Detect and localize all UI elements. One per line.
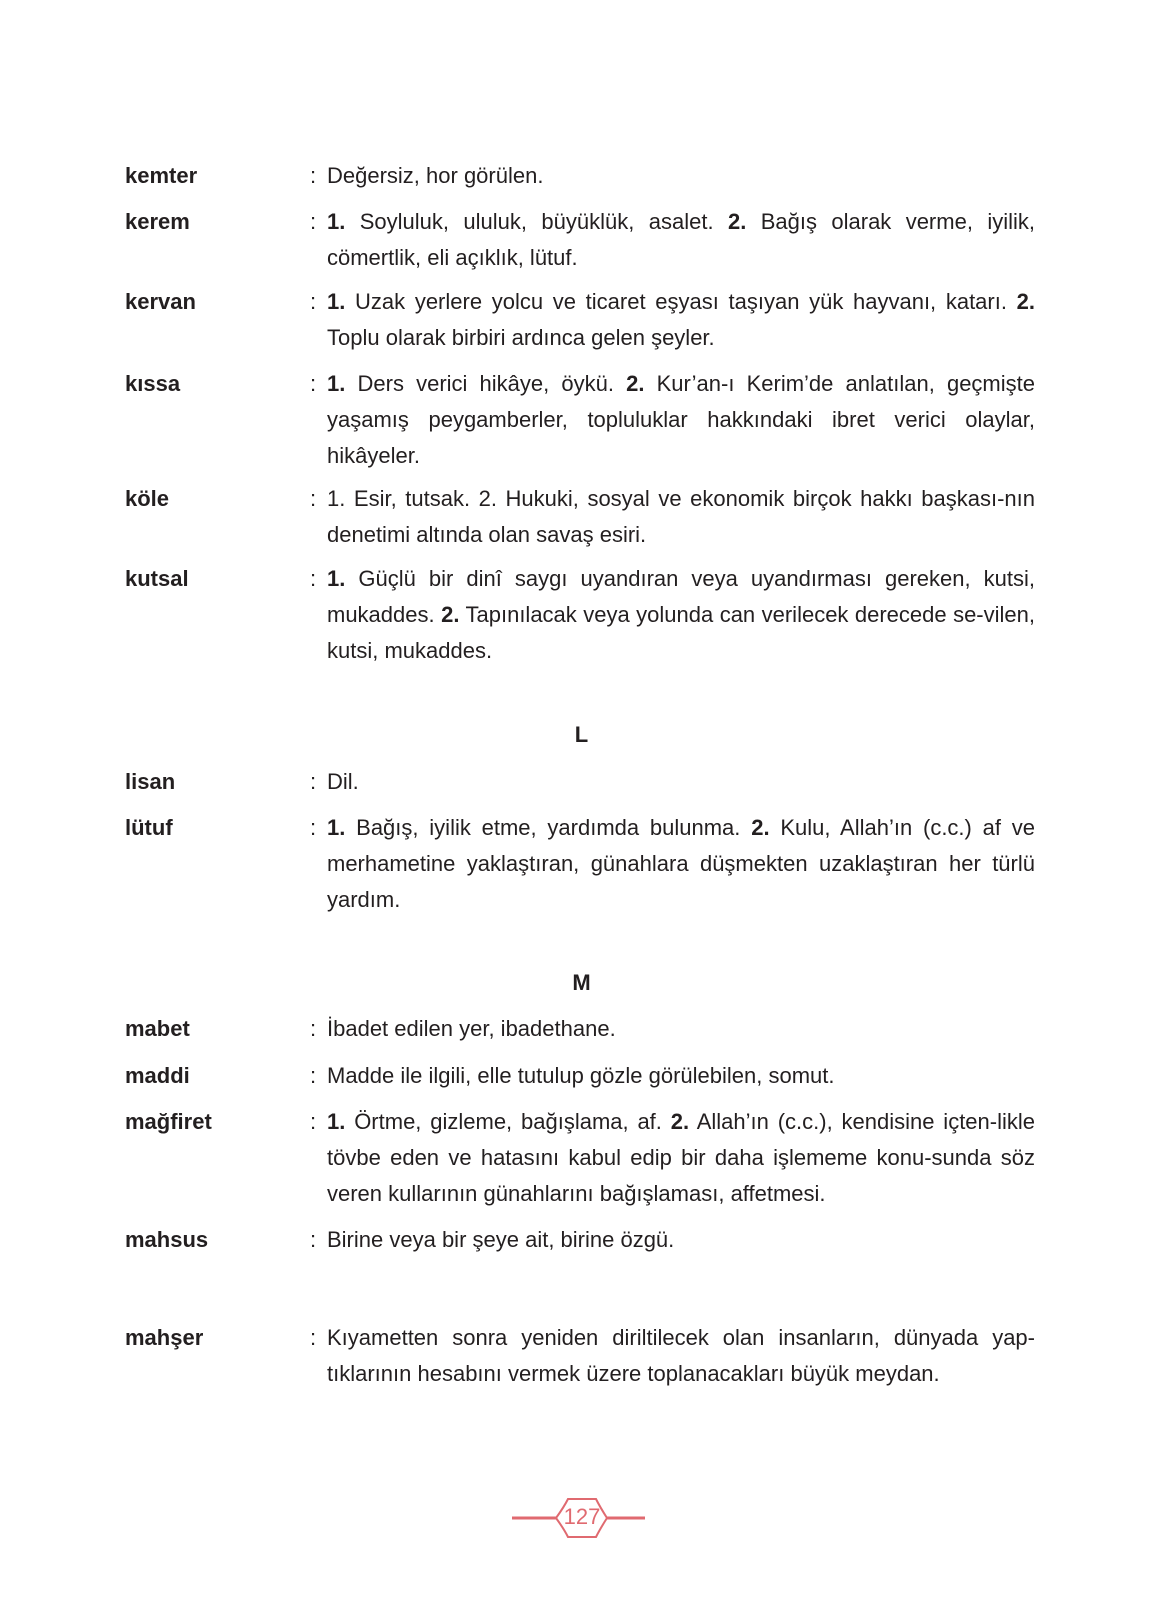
entry-term: kervan	[125, 289, 196, 314]
definition-number: 2.	[1016, 289, 1035, 314]
entry-definition	[327, 810, 1035, 918]
entry-definition	[327, 1104, 1035, 1212]
entry-colon: :	[310, 209, 317, 234]
definition-number: 2.	[727, 209, 747, 234]
definition-number: 1.	[327, 815, 346, 840]
definition-text: 1. Esir, tutsak. 2. Hukuki, sosyal ve ekonomik birçok hakkı başkası-nın denetimi altında olan savaş esiri.	[327, 486, 1035, 547]
definition-text: Soyluluk, ululuk, büyüklük, asalet.	[345, 209, 728, 234]
definition-text: Kulu, Allah’ın (c.c.) af ve merhametine yaklaştıran, günahlara düşmekten uzaklaştıran her türlü yardım.	[327, 815, 1036, 912]
entry-term: lütuf	[125, 815, 173, 840]
definition-number: 1.	[327, 371, 346, 396]
definition-text: Uzak yerlere yolcu ve ticaret eşyası taşıyan yük hayvanı, katarı.	[345, 289, 1017, 314]
definition-text: İbadet edilen yer, ibadethane.	[327, 1016, 616, 1041]
entry-term: mahşer	[125, 1325, 204, 1350]
entry-colon: :	[310, 289, 317, 314]
definition-text: Birine veya bir şeye ait, birine özgü.	[327, 1227, 675, 1252]
page-number: 127	[563, 1504, 601, 1529]
entry-colon: :	[310, 163, 317, 188]
entry-definition	[327, 1320, 1035, 1392]
entry-colon: :	[310, 1016, 317, 1041]
entry-definition	[327, 284, 1035, 356]
definition-number: 2.	[751, 815, 770, 840]
entry-colon: :	[310, 769, 317, 794]
entry-colon: :	[310, 371, 317, 396]
entry-colon: :	[310, 1109, 317, 1134]
definition-number: 1.	[327, 209, 346, 234]
entry-term: mabet	[125, 1016, 190, 1041]
section-letter-l: L	[574, 722, 589, 747]
entry-definition	[327, 204, 1035, 276]
entry-definition	[327, 764, 1035, 800]
section-letter-m: M	[572, 970, 591, 995]
entry-term: mahsus	[125, 1227, 209, 1252]
entry-colon: :	[310, 1063, 317, 1088]
entry-definition	[327, 1011, 1035, 1047]
entry-colon: :	[310, 815, 317, 840]
definition-text: Bağış, iyilik etme, yardımda bulunma.	[345, 815, 752, 840]
entry-colon: :	[310, 566, 317, 591]
definition-text: Madde ile ilgili, elle tutulup gözle görülebilen, somut.	[327, 1063, 835, 1088]
definition-text: Ders verici hikâye, öykü.	[345, 371, 627, 396]
definition-text: Toplu olarak birbiri ardınca gelen şeyler.	[327, 325, 715, 350]
definition-text: Tapınılacak veya yolunda can verilecek derecede se-vilen, kutsi, mukaddes.	[327, 602, 1035, 663]
definition-number: 2.	[626, 371, 645, 396]
entry-definition	[327, 561, 1035, 669]
definition-number: 1.	[327, 1109, 346, 1134]
entry-term: maddi	[125, 1063, 190, 1088]
definition-text: Bağış olarak verme, iyilik, cömertlik, eli açıklık, lütuf.	[327, 209, 1035, 270]
page-number-footer	[0, 1494, 1163, 1542]
entry-definition	[327, 481, 1035, 553]
entry-term: kemter	[125, 163, 198, 188]
definition-number: 2.	[441, 602, 460, 627]
entry-colon: :	[310, 486, 317, 511]
definition-number: 1.	[327, 289, 346, 314]
entry-colon: :	[310, 1227, 317, 1252]
entry-term: lisan	[125, 769, 176, 794]
definition-text: Örtme, gizleme, bağışlama, af.	[345, 1109, 671, 1134]
entry-definition	[327, 1222, 1035, 1258]
entry-term: köle	[125, 486, 170, 511]
entry-definition	[327, 158, 1035, 194]
definition-text: Güçlü bir dinî saygı uyandıran veya uyandırması gereken, kutsi, mukaddes.	[327, 566, 1035, 627]
definition-text: Dil.	[327, 769, 359, 794]
definition-text: Allah’ın (c.c.), kendisine içten-likle tövbe eden ve hatasını kabul edip bir daha işlememe konu-sunda söz veren kullarının günahlarını bağışlaması, affetmesi.	[327, 1109, 1035, 1206]
entry-term: kıssa	[125, 371, 181, 396]
entry-definition	[327, 1058, 1035, 1094]
entry-definition	[327, 366, 1035, 474]
definition-text: Kıyametten sonra yeniden diriltilecek olan insanların, dünyada yap-tıklarının hesabını vermek üzere toplanacakları büyük meydan.	[327, 1325, 1035, 1386]
entry-term: mağfiret	[125, 1109, 212, 1134]
definition-text: Değersiz, hor görülen.	[327, 163, 544, 188]
entry-term: kutsal	[125, 566, 189, 591]
entry-colon: :	[310, 1325, 317, 1350]
definition-number: 1.	[327, 566, 346, 591]
definition-number: 2.	[670, 1109, 690, 1134]
entry-term: kerem	[125, 209, 190, 234]
definition-text: Kur’an-ı Kerim’de anlatılan, geçmişte yaşamış peygamberler, topluluklar hakkındaki ibret verici olaylar, hikâyeler.	[327, 371, 1035, 468]
